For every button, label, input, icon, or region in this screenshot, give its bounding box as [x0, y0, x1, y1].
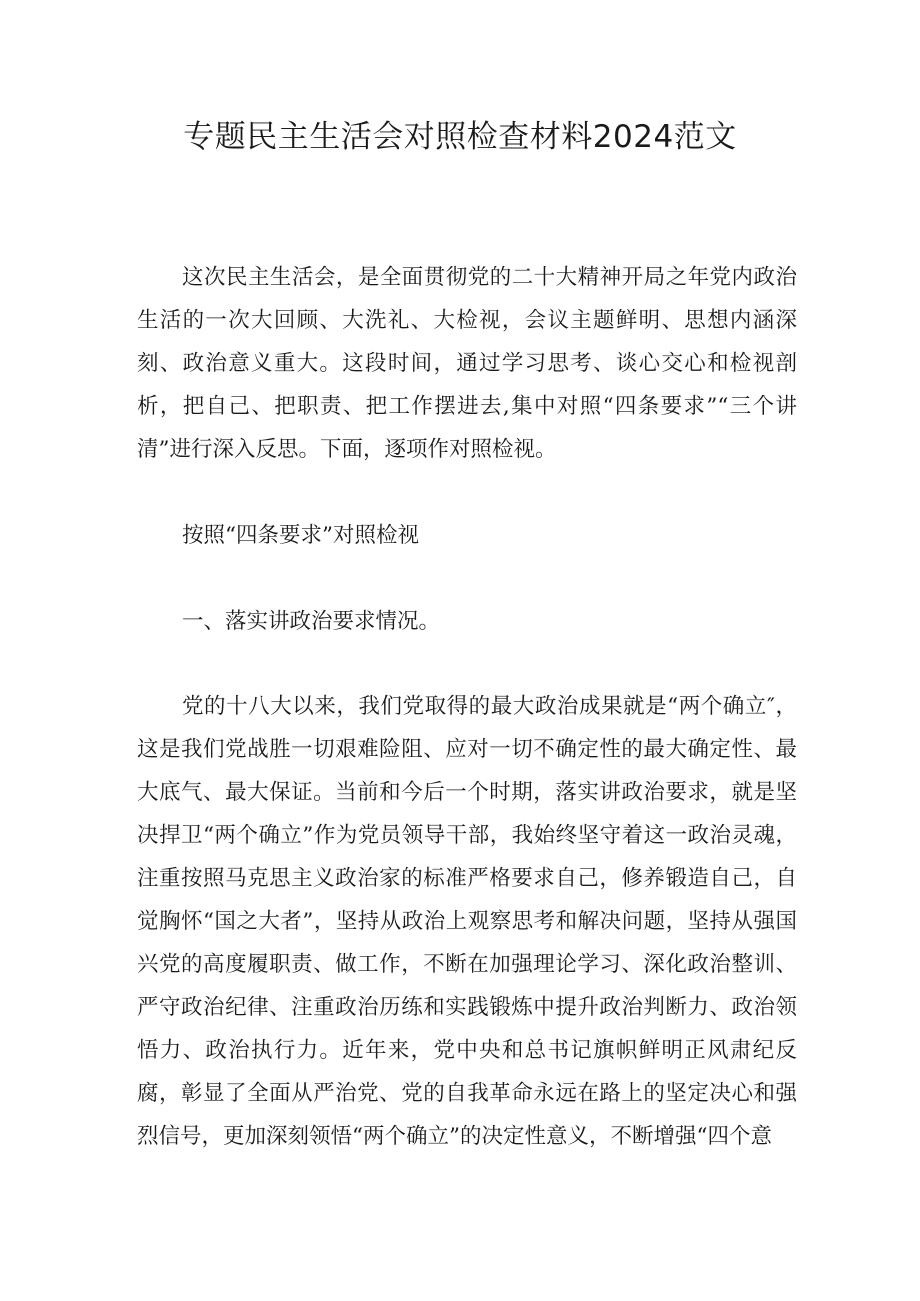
subsection-heading: 一、落实讲政治要求情况。: [182, 609, 441, 634]
document-title: 专题民主生活会对照检查材料2024范文: [183, 119, 737, 155]
body-paragraph: 党的十八大以来，我们党取得的最大政治成果就是“两个确立″，这是我们党战胜一切艰难险阻、应对一切不确定性的最大确定性、最大底气、最大保证。当前和今后一个时期，落实讲政治要求，就是坚决捍卫“两个确立”作为党员领导干部，我始终坚守着这一政治灵魂，注重按照马克思主义政治家的标准严格要求自己，修养锻造自己，自觉胸怀“国之大者”，坚持从政治上观察思考和解决问题，坚持从强国兴党的高度履职责、做工作，不断在加强理论学习、深化政治整训、严守政治纪律、注重政治历练和实践锻炼中提升政治判断力、政治领悟力、政治执行力。近年来，党中央和总书记旗帜鲜明正风肃纪反腐，彰显了全面从严治党、党的自我革命永远在路上的坚定决心和强烈信号，更加深刻领悟“两个确立”的决定性意义，不断增强“四个意: [137, 694, 797, 1149]
section-heading: 按照“四条要求”对照检视: [182, 523, 419, 548]
intro-paragraph: 这次民主生活会，是全面贯彻党的二十大精神开局之年党内政治生活的一次大回顾、大洗礼、大检视，会议主题鲜明、思想内涵深刻、政治意义重大。这段时间，通过学习思考、谈心交心和检视剖析，把自己、把职责、把工作摆进去,集中对照“四条要求”“三个讲清”进行深入反思。下面，逐项作对照检视。: [137, 265, 797, 462]
